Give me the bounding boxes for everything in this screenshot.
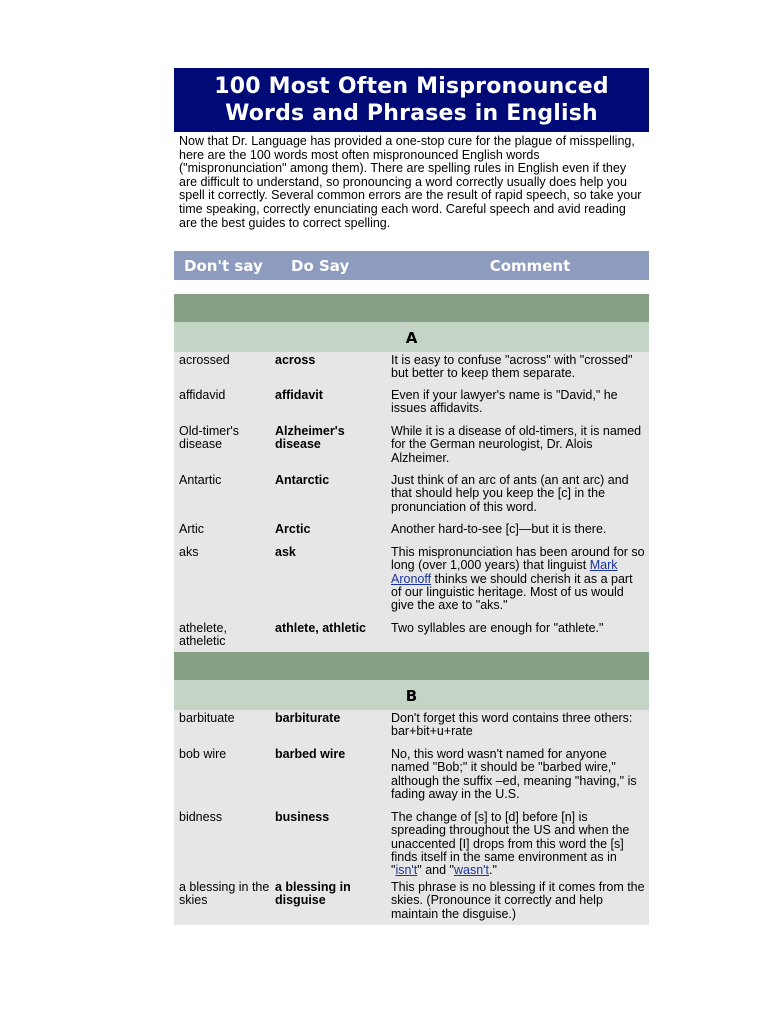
comment-cell: This phrase is no blessing if it comes from the skies. (Pronounce it correctly and help maintain the disguise.) xyxy=(391,880,645,921)
column-header-comment: Comment xyxy=(489,256,571,275)
table-row xyxy=(174,389,649,425)
section-divider-band xyxy=(174,652,649,680)
dont-say-cell: a blessing in the skies xyxy=(179,880,270,908)
comment-cell xyxy=(386,811,649,881)
column-header-row xyxy=(174,251,649,280)
do-say-cell: barbed wire xyxy=(275,747,346,761)
comment-text: This mispronunciation has been around for so long (over 1,000 years) that linguist xyxy=(391,545,645,573)
dont-say-cell: Artic xyxy=(179,522,204,536)
comment-cell: Even if your lawyer's name is "David," he issues affidavits. xyxy=(391,388,618,416)
comment-cell: No, this word wasn't named for anyone named "Bob;" it should be "barbed wire," although the suffix –ed, meaning "having," is fading away in the U.S. xyxy=(391,747,637,801)
dont-say-cell: aks xyxy=(179,545,199,559)
do-say-cell: athlete, athletic xyxy=(275,621,366,635)
dont-say-cell: affidavid xyxy=(179,388,226,402)
dont-say-cell: bob wire xyxy=(179,747,227,761)
dont-say-cell: Old-timer's disease xyxy=(179,424,240,452)
table-row xyxy=(174,622,649,650)
dont-say-cell: athelete, atheletic xyxy=(179,621,227,649)
document-page xyxy=(174,68,649,925)
dont-say-cell: bidness xyxy=(179,810,223,824)
comment-cell: It is easy to confuse "across" with "crossed" but better to keep them separate. xyxy=(391,353,633,381)
do-say-cell: barbiturate xyxy=(275,711,341,725)
table-row xyxy=(174,811,649,881)
do-say-cell: a blessing in disguise xyxy=(275,880,351,908)
table-row xyxy=(174,712,649,748)
table-row xyxy=(174,523,649,546)
do-say-cell: across xyxy=(275,353,316,367)
do-say-cell: ask xyxy=(275,545,296,559)
do-say-cell: affidavit xyxy=(275,388,323,402)
dont-say-cell: barbituate xyxy=(179,711,235,725)
table-row xyxy=(174,354,649,389)
section-b-rows xyxy=(174,710,649,925)
title-line-1: 100 Most Often Mispronounced xyxy=(214,74,609,99)
isnt-link[interactable]: isn't xyxy=(395,863,418,878)
do-say-cell: business xyxy=(275,810,330,824)
section-a-rows xyxy=(174,352,649,652)
title-line-2: Words and Phrases in English xyxy=(225,101,598,126)
comment-text: thinks we should cherish it as a part of our linguistic heritage. Most of us would give the axe to "aks." xyxy=(391,571,633,613)
section-letter-a: A xyxy=(174,322,649,352)
section-letter-b: B xyxy=(174,680,649,710)
table-row xyxy=(174,748,649,811)
do-say-cell: Alzheimer's disease xyxy=(275,424,345,452)
wasnt-link[interactable]: wasn't xyxy=(453,863,490,878)
do-say-cell: Antarctic xyxy=(275,473,330,487)
comment-text: ." xyxy=(489,863,497,878)
comment-text: " and " xyxy=(417,863,454,878)
intro-paragraph: Now that Dr. Language has provided a one-stop cure for the plague of misspelling, here are the 100 words most often mispronounced English words ("mispronunciation" among them). There are spelling rules in English even if they are difficult to understand, so pronouncing a word correctly usually does help you spell it correctly. Several common errors are the result of rapid speech, so take your time speaking, correctly enunciating each word. Careful speech and avid reading are the best guides to correct spelling. xyxy=(179,134,642,230)
comment-cell xyxy=(386,546,649,622)
comment-cell: Two syllables are enough for "athlete." xyxy=(391,621,604,635)
section-divider-band xyxy=(174,294,649,322)
table-row xyxy=(174,881,649,923)
comment-text: The change of [s] to [d] before [n] is spreading throughout the US and when the unaccented [I] drops from this word the [s] finds itself in the same environment as in " xyxy=(391,810,630,878)
comment-cell: Don't forget this word contains three others: bar+bit+u+rate xyxy=(391,711,633,739)
dont-say-cell: acrossed xyxy=(179,353,230,367)
do-say-cell: Arctic xyxy=(275,522,311,536)
mark-aronoff-link[interactable]: Mark Aronoff xyxy=(391,558,618,586)
table-row xyxy=(174,474,649,523)
page-title xyxy=(174,68,649,132)
comment-cell: Just think of an arc of ants (an ant arc) and that should help you keep the [c] in the pronunciation of this word. xyxy=(391,473,629,514)
comment-cell: Another hard-to-see [c]—but it is there. xyxy=(391,522,607,536)
table-row xyxy=(174,425,649,474)
column-header-dont-say: Don't say xyxy=(184,256,263,275)
column-header-do-say: Do Say xyxy=(291,256,350,275)
spacer xyxy=(174,280,649,294)
dont-say-cell: Antartic xyxy=(179,473,222,487)
comment-cell: While it is a disease of old-timers, it is named for the German neurologist, Dr. Alois Alzheimer. xyxy=(391,424,642,465)
table-row xyxy=(174,546,649,622)
